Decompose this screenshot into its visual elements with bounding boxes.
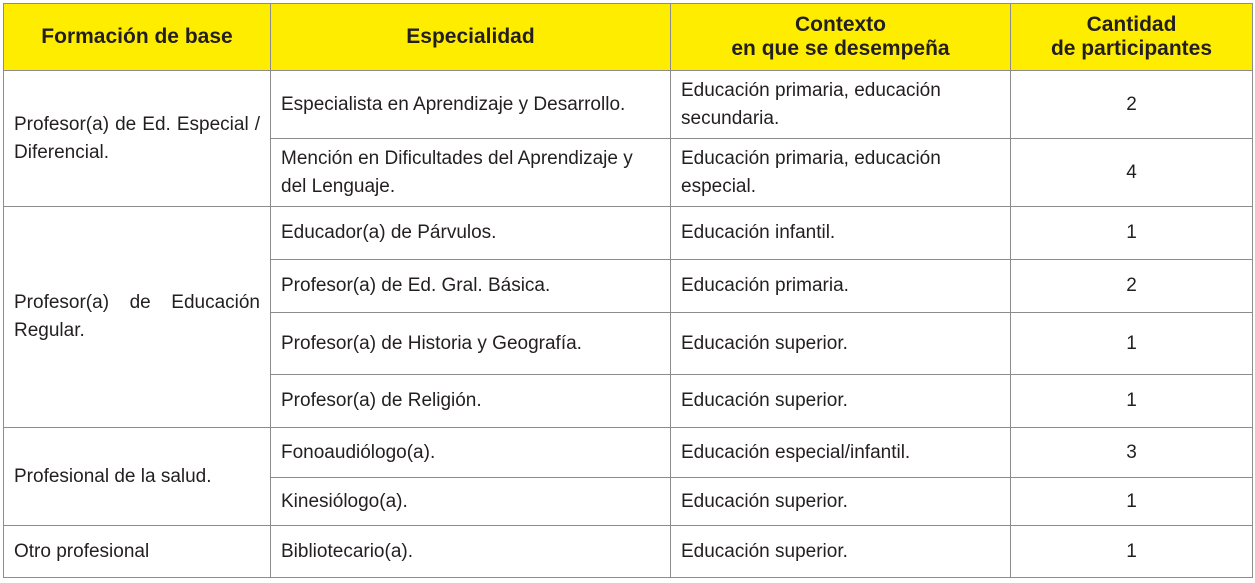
- table-row: [4, 71, 1253, 139]
- contexto-cell: Educación infantil.: [671, 207, 1011, 260]
- header-row: [4, 4, 1253, 71]
- header-cantidad-line2: de participantes: [1050, 37, 1213, 60]
- especialidad-cell: Bibliotecario(a).: [271, 526, 671, 578]
- contexto-cell: Educación superior.: [671, 313, 1011, 375]
- formacion-cell: Otro profesional: [4, 526, 271, 578]
- table-row: [4, 207, 1253, 260]
- header-cantidad: [1011, 4, 1253, 71]
- especialidad-cell: Profesor(a) de Historia y Geografía.: [271, 313, 671, 375]
- table-row: [4, 428, 1253, 478]
- header-cantidad-line1: Cantidad: [1086, 13, 1177, 36]
- formacion-cell: Profesor(a) de Educación Regular.: [4, 207, 271, 428]
- especialidad-cell: Mención en Dificultades del Aprendizaje y del Lenguaje.: [271, 139, 671, 207]
- participants-table: [3, 3, 1253, 578]
- contexto-cell: Educación superior.: [671, 526, 1011, 578]
- cantidad-cell: 1: [1011, 526, 1253, 578]
- especialidad-cell: Especialista en Aprendizaje y Desarrollo.: [271, 71, 671, 139]
- formacion-cell: Profesional de la salud.: [4, 428, 271, 526]
- cantidad-cell: 1: [1011, 313, 1253, 375]
- contexto-cell: Educación primaria.: [671, 260, 1011, 313]
- cantidad-cell: 1: [1011, 207, 1253, 260]
- especialidad-cell: Profesor(a) de Ed. Gral. Básica.: [271, 260, 671, 313]
- cantidad-cell: 2: [1011, 71, 1253, 139]
- header-formacion: Formación de base: [4, 4, 271, 71]
- cantidad-cell: 2: [1011, 260, 1253, 313]
- especialidad-cell: Kinesiólogo(a).: [271, 478, 671, 526]
- header-contexto-line1: Contexto: [795, 13, 886, 36]
- contexto-cell: Educación primaria, educación especial.: [671, 139, 1011, 207]
- especialidad-cell: Educador(a) de Párvulos.: [271, 207, 671, 260]
- especialidad-cell: Profesor(a) de Religión.: [271, 375, 671, 428]
- cantidad-cell: 1: [1011, 375, 1253, 428]
- cantidad-cell: 4: [1011, 139, 1253, 207]
- cantidad-cell: 1: [1011, 478, 1253, 526]
- especialidad-cell: Fonoaudiólogo(a).: [271, 428, 671, 478]
- cantidad-cell: 3: [1011, 428, 1253, 478]
- header-especialidad: Especialidad: [271, 4, 671, 71]
- contexto-cell: Educación primaria, educación secundaria.: [671, 71, 1011, 139]
- contexto-cell: Educación especial/infantil.: [671, 428, 1011, 478]
- header-contexto-line2: en que se desempeña: [731, 37, 950, 60]
- contexto-cell: Educación superior.: [671, 478, 1011, 526]
- contexto-cell: Educación superior.: [671, 375, 1011, 428]
- formacion-cell: Profesor(a) de Ed. Especial / Diferencial.: [4, 71, 271, 207]
- table-row: [4, 526, 1253, 578]
- header-contexto: [671, 4, 1011, 71]
